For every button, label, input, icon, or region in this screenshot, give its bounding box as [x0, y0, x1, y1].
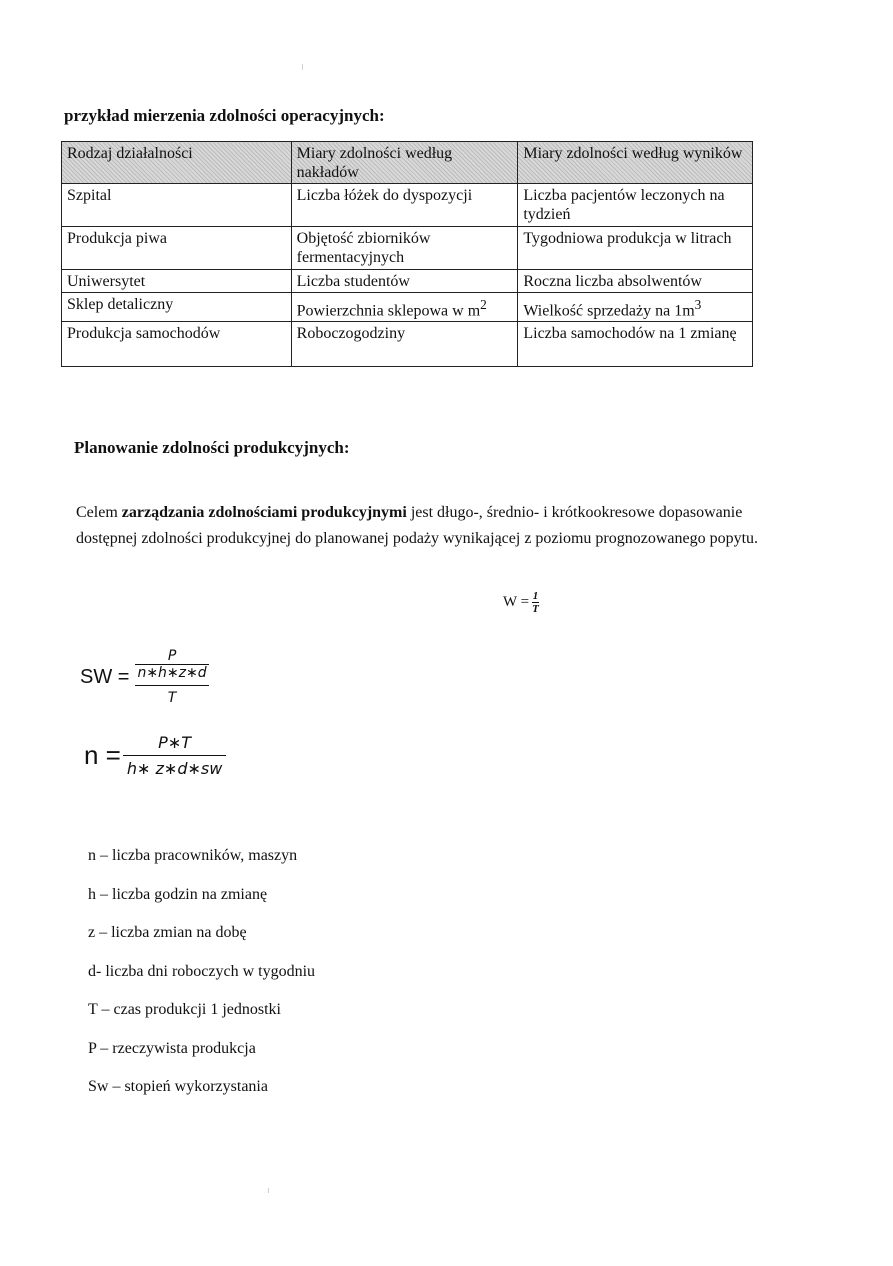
- table-cell: Tygodniowa produkcja w litrach: [518, 227, 753, 270]
- table-row: [62, 322, 753, 367]
- table-cell: Objętość zbiorników fermentacyjnych: [291, 227, 518, 270]
- list-item: n – liczba pracowników, maszyn: [88, 847, 298, 864]
- superscript-area: 2: [480, 297, 487, 312]
- scan-artifact: [268, 1188, 269, 1193]
- list-item: Sw – stopień wykorzystania: [88, 1078, 268, 1095]
- example-heading: przykład mierzenia zdolności operacyjnych:: [64, 106, 385, 125]
- fraction-denominator: T: [532, 603, 539, 615]
- table-cell: Liczba łóżek do dyspozycji: [291, 184, 518, 227]
- list-item: d- liczba dni roboczych w tygodniu: [88, 962, 316, 980]
- table-cell: Szpital: [62, 184, 292, 227]
- fraction-numerator: 1: [532, 590, 539, 602]
- table-cell: Liczba samochodów na 1 zmianę: [518, 322, 753, 367]
- table-cell: Uniwersytet: [62, 270, 292, 293]
- table-row: [62, 270, 753, 293]
- paragraph-end: jest długo-, średnio- i krótkookresowe dopasowanie dostępnej zdolności produkcyjnej do planowanej podaży wynikającej z poziomu prognozowanego popytu.: [76, 504, 759, 547]
- table-cell: Liczba pacjentów leczonych na tydzień: [518, 184, 753, 227]
- table-cell: Liczba studentów: [291, 270, 518, 293]
- capacity-measures-table: [61, 141, 753, 367]
- formula-n: [84, 733, 222, 778]
- list-item: z – liczba zmian na dobę: [88, 924, 247, 941]
- cell-text: Powierzchnia sklepowa w m: [296, 302, 481, 320]
- planning-heading: Planowanie zdolności produkcyjnych:: [74, 438, 350, 457]
- inner-fraction: [135, 648, 208, 681]
- fraction-denominator: n∗h∗z∗d: [137, 665, 207, 681]
- fraction-denominator: T: [167, 690, 177, 706]
- body-paragraph: [76, 500, 766, 552]
- table-cell: [518, 293, 753, 322]
- paragraph-start: Celem: [76, 504, 122, 521]
- table-row: [62, 227, 753, 270]
- list-item: T – czas produkcji 1 jednostki: [88, 1001, 281, 1018]
- scan-artifact: [302, 64, 303, 70]
- list-item: P – rzeczywista produkcja: [88, 1039, 256, 1057]
- formula-sw-lhs: SW =: [80, 665, 130, 688]
- superscript-volume: 3: [694, 297, 702, 312]
- fraction: [127, 733, 222, 778]
- variable-legend: [88, 846, 315, 1116]
- table-cell: Roczna liczba absolwentów: [518, 270, 753, 293]
- fraction-numerator: P∗T: [158, 733, 191, 752]
- fraction-numerator: P: [167, 648, 177, 664]
- table-cell: Sklep detaliczny: [62, 293, 292, 322]
- table-cell: Produkcja samochodów: [62, 322, 292, 367]
- cell-text: Wielkość sprzedaży na 1m: [523, 302, 695, 320]
- formula-n-lhs: n =: [84, 740, 121, 770]
- fraction: [135, 648, 208, 706]
- header-output-measures: Miary zdolności według wyników: [518, 142, 753, 184]
- table-cell: Produkcja piwa: [62, 227, 292, 270]
- table-cell: Roboczogodziny: [291, 322, 518, 367]
- table-row: [62, 293, 753, 322]
- header-input-measures: Miary zdolności według nakładów: [291, 142, 518, 184]
- paragraph-bold: zarządzania zdolnościami produkcyjnymi: [121, 504, 407, 521]
- table-cell: [291, 293, 518, 322]
- formula-sw: [80, 648, 209, 706]
- table-header-row: [62, 142, 753, 184]
- list-item: h – liczba godzin na zmianę: [88, 885, 268, 903]
- formula-w: [503, 590, 539, 615]
- table-row: [62, 184, 753, 227]
- fraction-denominator: h∗ z∗d∗sw: [126, 759, 223, 778]
- formula-w-lhs: W =: [503, 594, 530, 610]
- fraction: [532, 590, 539, 615]
- header-activity: Rodzaj działalności: [62, 142, 292, 184]
- fraction-numerator: [135, 648, 208, 685]
